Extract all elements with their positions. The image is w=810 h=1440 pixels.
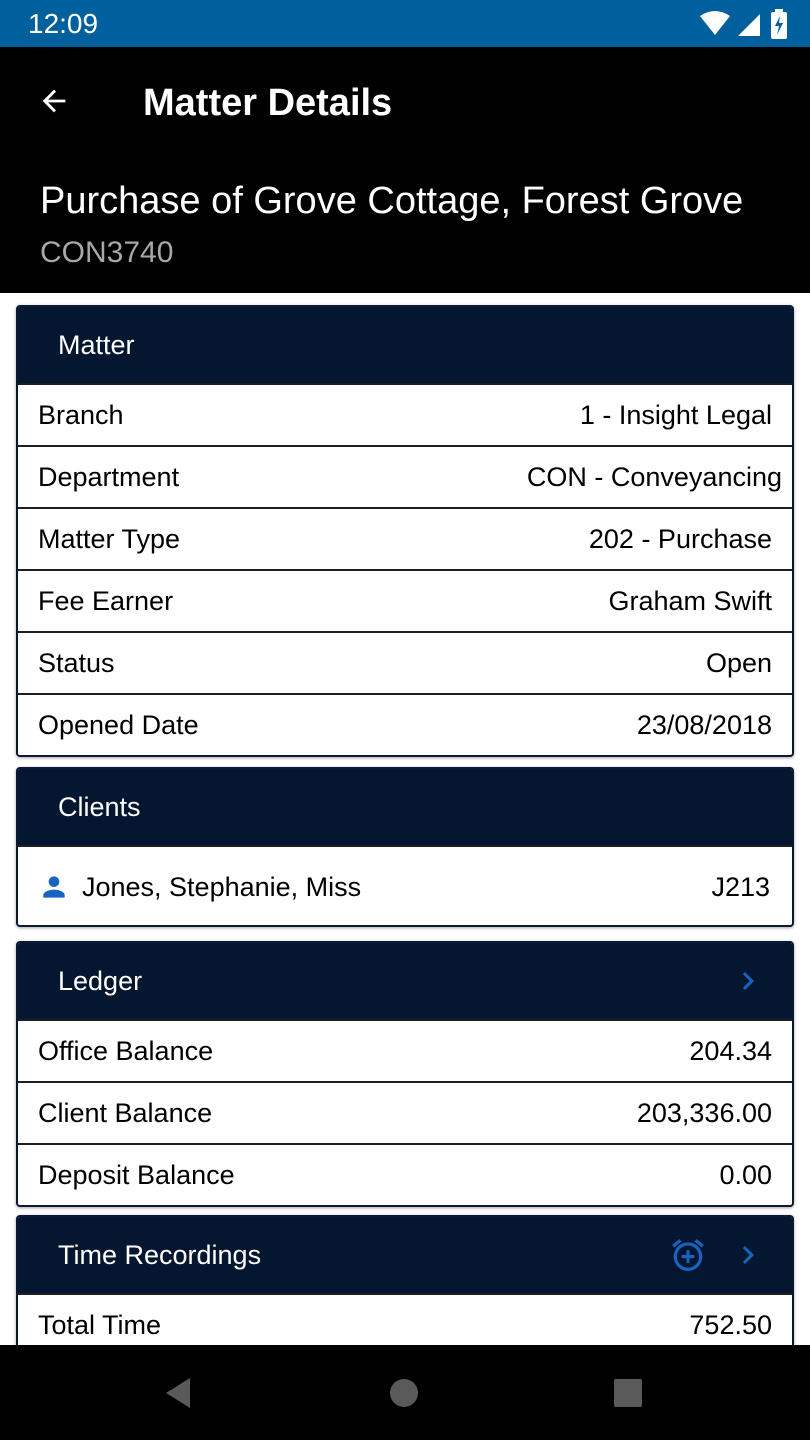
row-value: CON - Conveyancing: [526, 462, 782, 492]
status-bar: [0, 0, 810, 47]
chevron-right-icon: [730, 963, 766, 999]
add-alarm-icon: [669, 1236, 707, 1274]
row-label: Opened Date: [38, 710, 199, 740]
nav-home-button[interactable]: [382, 1371, 426, 1415]
clients-card: [16, 767, 794, 927]
row-value: Open: [705, 648, 772, 678]
time-recordings-open-button[interactable]: [728, 1235, 768, 1275]
app-bar: [0, 47, 810, 293]
matter-row-opened-date: [18, 693, 792, 755]
status-time: 12:09: [28, 8, 99, 39]
client-name: Jones, Stephanie, Miss: [82, 872, 362, 902]
wifi-icon: [700, 11, 730, 37]
back-triangle-icon: [162, 1376, 194, 1410]
row-label: Status: [38, 648, 115, 678]
matter-reference: CON3740: [40, 236, 174, 269]
matter-row-fee-earner: [18, 569, 792, 631]
row-label: Department: [38, 462, 180, 492]
matter-card-title: Matter: [58, 330, 135, 360]
matter-card: [16, 305, 794, 757]
time-row-total-time: [18, 1293, 792, 1345]
matter-card-header: [18, 307, 792, 383]
row-value: 204.34: [689, 1036, 772, 1066]
arrow-back-icon: [37, 84, 71, 118]
row-value: 23/08/2018: [636, 710, 772, 740]
row-label: Branch: [38, 400, 124, 430]
back-button[interactable]: [30, 77, 78, 125]
clients-card-header: [18, 769, 792, 845]
row-label: Deposit Balance: [38, 1160, 235, 1190]
matter-details-content[interactable]: [0, 293, 810, 1345]
signal-icon: [738, 11, 762, 37]
time-recordings-card: [16, 1215, 794, 1345]
time-recordings-card-header[interactable]: [18, 1217, 792, 1293]
ledger-row-deposit-balance: [18, 1143, 792, 1205]
recents-square-icon: [613, 1378, 643, 1408]
nav-back-button[interactable]: [156, 1371, 200, 1415]
row-value: Graham Swift: [608, 586, 772, 616]
row-label: Office Balance: [38, 1036, 214, 1066]
row-label: Total Time: [38, 1310, 162, 1340]
clients-card-title: Clients: [58, 792, 141, 822]
add-time-recording-button[interactable]: [668, 1235, 708, 1275]
matter-row-matter-type: [18, 507, 792, 569]
row-label: Fee Earner: [38, 586, 174, 616]
row-value: 202 - Purchase: [588, 524, 772, 554]
time-recordings-card-title: Time Recordings: [58, 1240, 262, 1270]
row-value: 0.00: [719, 1160, 772, 1190]
battery-charging-icon: [770, 9, 788, 39]
nav-recents-button[interactable]: [606, 1371, 650, 1415]
status-icons: [700, 8, 788, 40]
client-list-item[interactable]: [18, 845, 792, 925]
person-icon: [38, 871, 70, 903]
ledger-row-client-balance: [18, 1081, 792, 1143]
ledger-card-title: Ledger: [58, 966, 143, 996]
ledger-row-office-balance: [18, 1019, 792, 1081]
page-title: Matter Details: [143, 82, 393, 124]
ledger-card: [16, 941, 794, 1207]
system-nav-bar: [0, 1345, 810, 1440]
home-circle-icon: [389, 1378, 419, 1408]
matter-row-status: [18, 631, 792, 693]
row-label: Client Balance: [38, 1098, 213, 1128]
row-value: 1 - Insight Legal: [579, 400, 772, 430]
matter-title: Purchase of Grove Cottage, Forest Grove: [40, 180, 744, 222]
row-label: Matter Type: [38, 524, 181, 554]
matter-row-branch: [18, 383, 792, 445]
ledger-open-button[interactable]: [728, 961, 768, 1001]
client-code: J213: [711, 872, 770, 902]
row-value: 752.50: [689, 1310, 772, 1340]
ledger-card-header[interactable]: [18, 943, 792, 1019]
chevron-right-icon: [730, 1237, 766, 1273]
matter-row-department: [18, 445, 792, 507]
row-value: 203,336.00: [636, 1098, 772, 1128]
